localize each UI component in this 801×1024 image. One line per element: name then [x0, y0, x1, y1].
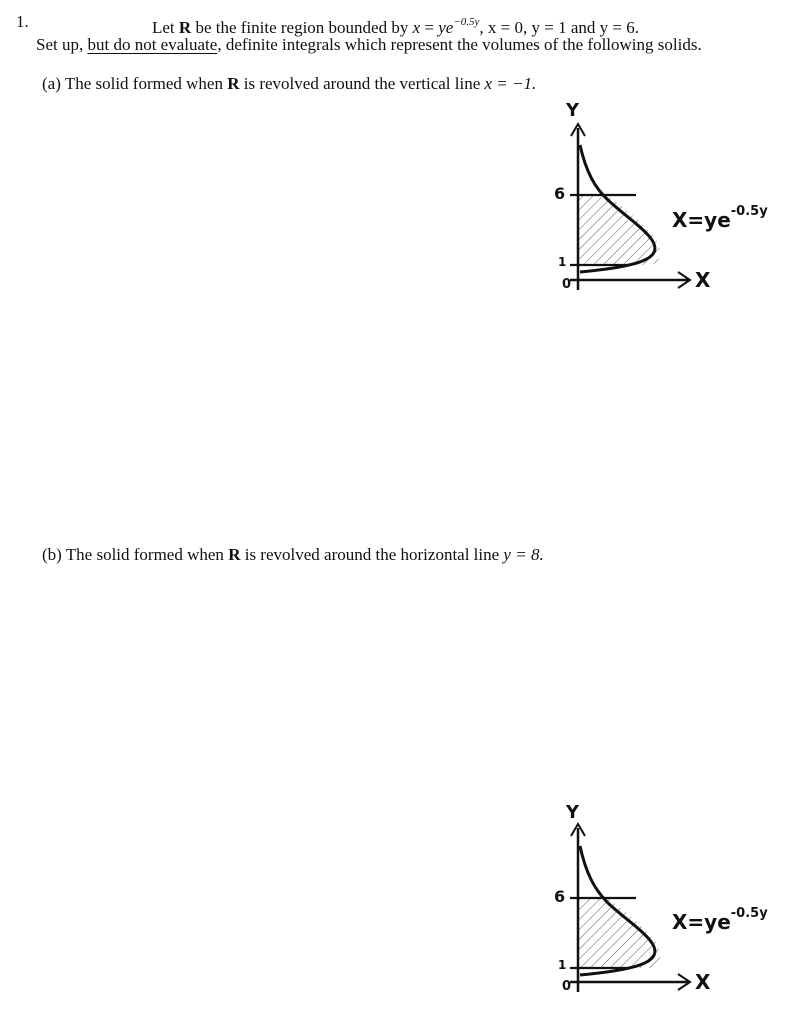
part-a-text-pre: The solid formed when — [60, 74, 228, 93]
bound-eq: = — [420, 18, 439, 37]
curve-label-exponent: -0.5y — [730, 204, 768, 219]
part-a — [42, 74, 536, 94]
part-b-text-pre: The solid formed when — [61, 545, 229, 564]
region-sketch-a — [540, 100, 780, 300]
tick-label-6: 6 — [554, 887, 566, 906]
curve-label — [672, 204, 768, 232]
setup-underlined: but do not evaluate — [87, 35, 218, 54]
tick-label-1: 1 — [558, 255, 567, 269]
curve-label — [672, 906, 768, 934]
region-name: R — [178, 18, 192, 37]
bound-exponent: −0.5y — [453, 16, 480, 28]
part-b-text-post: is revolved around the horizontal line — [240, 545, 504, 564]
part-b-region: R — [228, 545, 241, 564]
shaded-region — [570, 185, 670, 275]
part-b — [42, 545, 544, 565]
intro-pre: Let — [152, 18, 179, 37]
bound-x: x — [412, 18, 421, 37]
curve-label-base: X=ye — [672, 910, 731, 934]
y-axis-label: Y — [566, 100, 580, 121]
problem-number: 1. — [16, 12, 29, 31]
tick-label-1: 1 — [558, 958, 567, 972]
part-a-line-eq: x = −1. — [484, 74, 537, 93]
shaded-region — [570, 888, 670, 978]
y-axis-label: Y — [566, 802, 580, 823]
part-b-line-eq: y = 8. — [503, 545, 544, 564]
x-axis-label: X — [695, 970, 711, 994]
x-axis-label: X — [695, 268, 711, 292]
intro-mid: be the finite region bounded by — [191, 18, 413, 37]
region-sketch-svg-b — [540, 800, 780, 1000]
part-b-label: (b) — [42, 545, 62, 564]
part-a-label: (a) — [42, 74, 61, 93]
region-sketch-svg-a — [540, 100, 780, 300]
bound-y: ye — [438, 18, 454, 37]
tick-label-0: 0 — [562, 277, 572, 292]
part-a-region: R — [227, 74, 240, 93]
part-a-text-post: is revolved around the vertical line — [239, 74, 485, 93]
setup-post: , definite integrals which represent the volumes of the following solids. — [217, 35, 702, 54]
curve-label-exponent: -0.5y — [730, 906, 768, 921]
tick-label-0: 0 — [562, 979, 572, 994]
curve-label-base: X=ye — [672, 208, 731, 232]
bound-rest: , x = 0, y = 1 and y = 6. — [479, 18, 639, 37]
problem-setup — [36, 35, 702, 55]
region-sketch-b — [540, 800, 780, 1000]
setup-pre: Set up, — [36, 35, 88, 54]
tick-label-6: 6 — [554, 184, 566, 203]
